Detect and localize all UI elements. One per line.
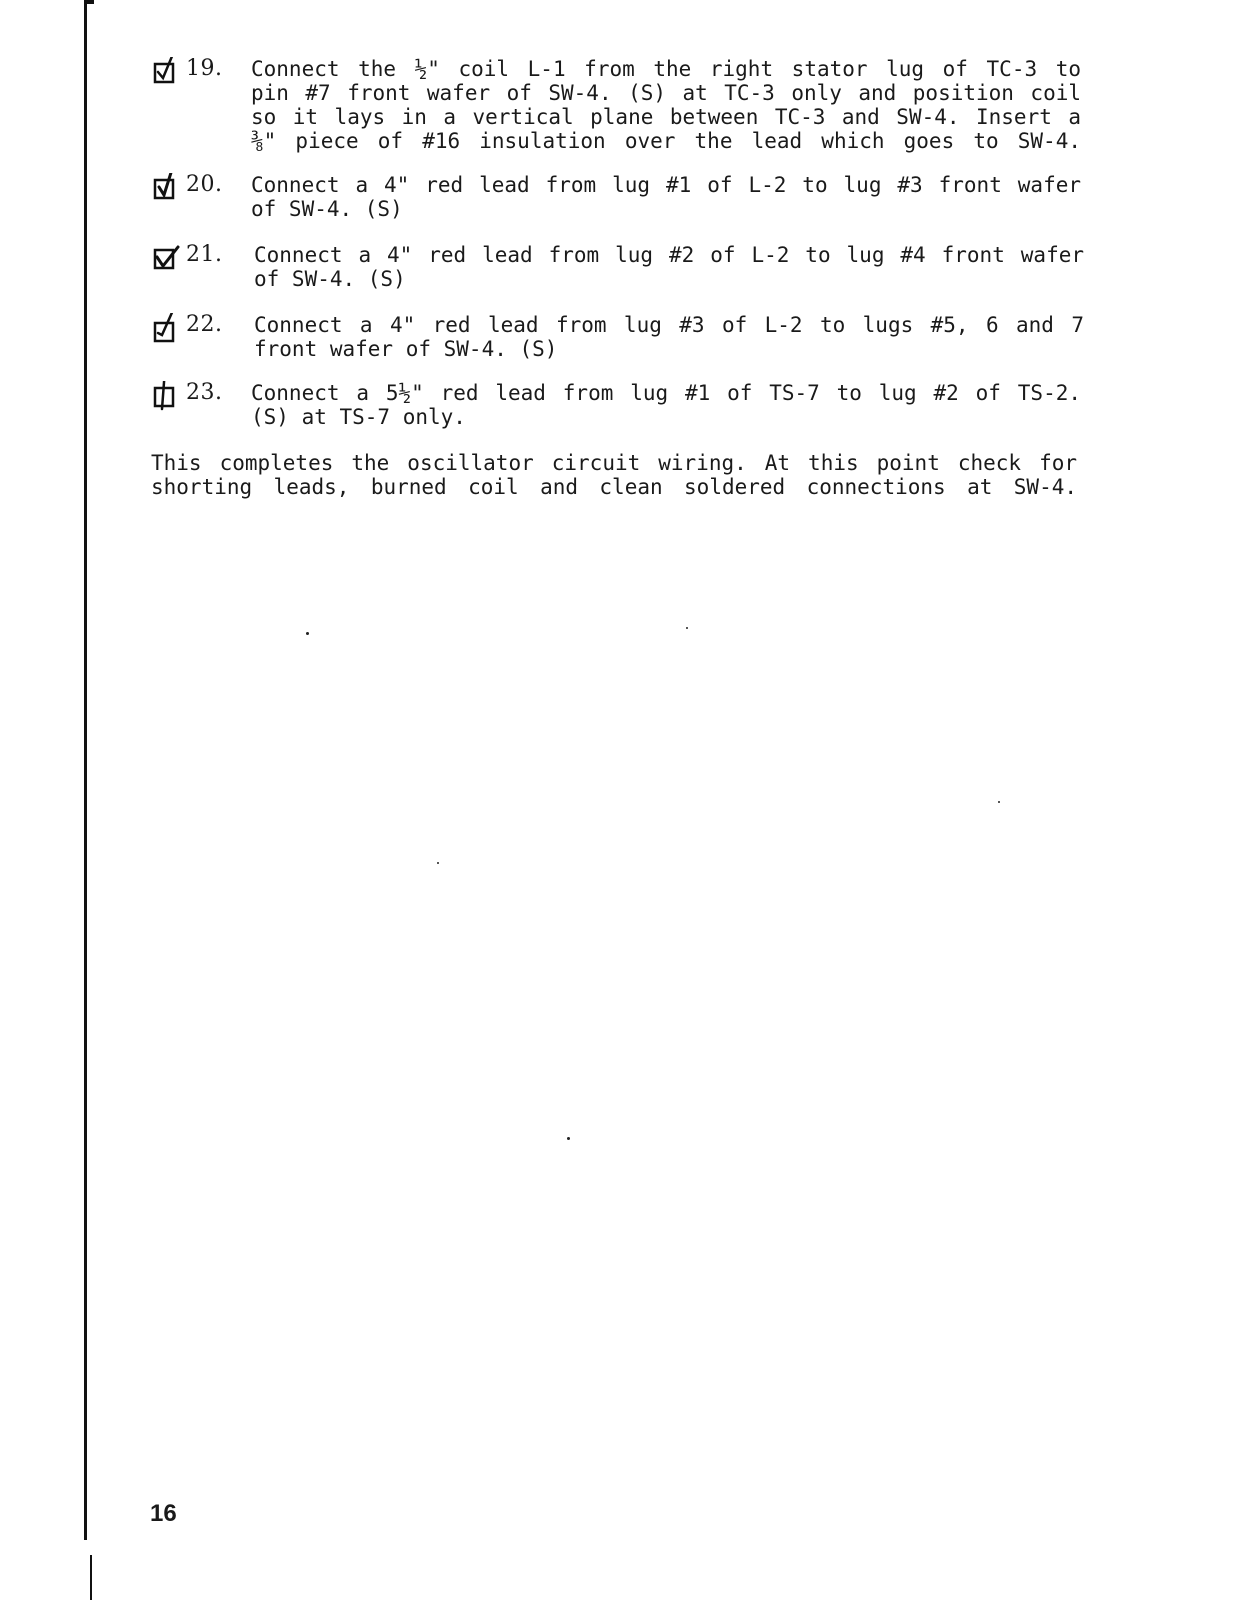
instruction-line: of SW-4. (S): [251, 197, 403, 221]
scan-speck: [998, 801, 1000, 803]
instruction-line: of SW-4. (S): [254, 267, 406, 291]
closing-line: shorting leads, burned coil and clean soldered connections at SW-4.: [151, 475, 1077, 499]
step-number: 22.: [186, 312, 223, 337]
instruction-line: Connect the ½" coil L-1 from the right stator lug of TC-3 to: [251, 57, 1081, 81]
scan-speck: [437, 862, 439, 864]
instruction-line: Connect a 4" red lead from lug #1 of L-2 to lug #3 front wafer: [251, 173, 1081, 197]
step-instruction: [254, 313, 1084, 361]
instruction-line: (S) at TS-7 only.: [251, 405, 466, 429]
step-instruction: [251, 173, 1081, 221]
instruction-line: ⅜" piece of #16 insulation over the lead which goes to SW-4.: [251, 129, 1081, 153]
instruction-line: Connect a 4" red lead from lug #3 of L-2 to lugs #5, 6 and 7: [254, 313, 1084, 337]
instruction-line: so it lays in a vertical plane between TC-3 and SW-4. Insert a: [251, 105, 1081, 129]
closing-paragraph: [151, 451, 1077, 499]
scan-speck: [567, 1137, 570, 1140]
scan-speck: [306, 632, 309, 635]
page-binding-edge: [84, 0, 87, 1540]
step-22: [148, 313, 1088, 365]
step-19: [148, 57, 1088, 157]
step-23: [148, 381, 1088, 433]
step-number: 19.: [186, 56, 223, 81]
instruction-line: Connect a 4" red lead from lug #2 of L-2 to lug #4 front wafer: [254, 243, 1084, 267]
step-20: [148, 173, 1088, 225]
step-instruction: [251, 57, 1081, 153]
step-number: 23.: [186, 380, 223, 405]
instruction-line: front wafer of SW-4. (S): [254, 337, 558, 361]
closing-line: This completes the oscillator circuit wiring. At this point check for: [151, 451, 1077, 475]
instruction-line: Connect a 5½" red lead from lug #1 of TS-7 to lug #2 of TS-2.: [251, 381, 1081, 405]
step-instruction: [251, 381, 1081, 429]
page-binding-corner: [84, 0, 94, 4]
scan-speck: [686, 627, 688, 629]
checkbox-checked-icon[interactable]: [152, 173, 182, 203]
instruction-line: pin #7 front wafer of SW-4. (S) at TC-3 only and position coil: [251, 81, 1081, 105]
step-21: [148, 243, 1088, 295]
page-number: 16: [150, 1500, 177, 1527]
page-binding-tail: [90, 1555, 92, 1600]
step-number: 20.: [186, 172, 223, 197]
step-instruction: [254, 243, 1084, 291]
checkbox-checked-icon[interactable]: [152, 243, 182, 273]
checkbox-checked-icon[interactable]: [152, 313, 182, 343]
checkbox-checked-icon[interactable]: [152, 57, 182, 87]
step-number: 21.: [186, 242, 223, 267]
checkbox-checked-icon[interactable]: [152, 381, 182, 411]
